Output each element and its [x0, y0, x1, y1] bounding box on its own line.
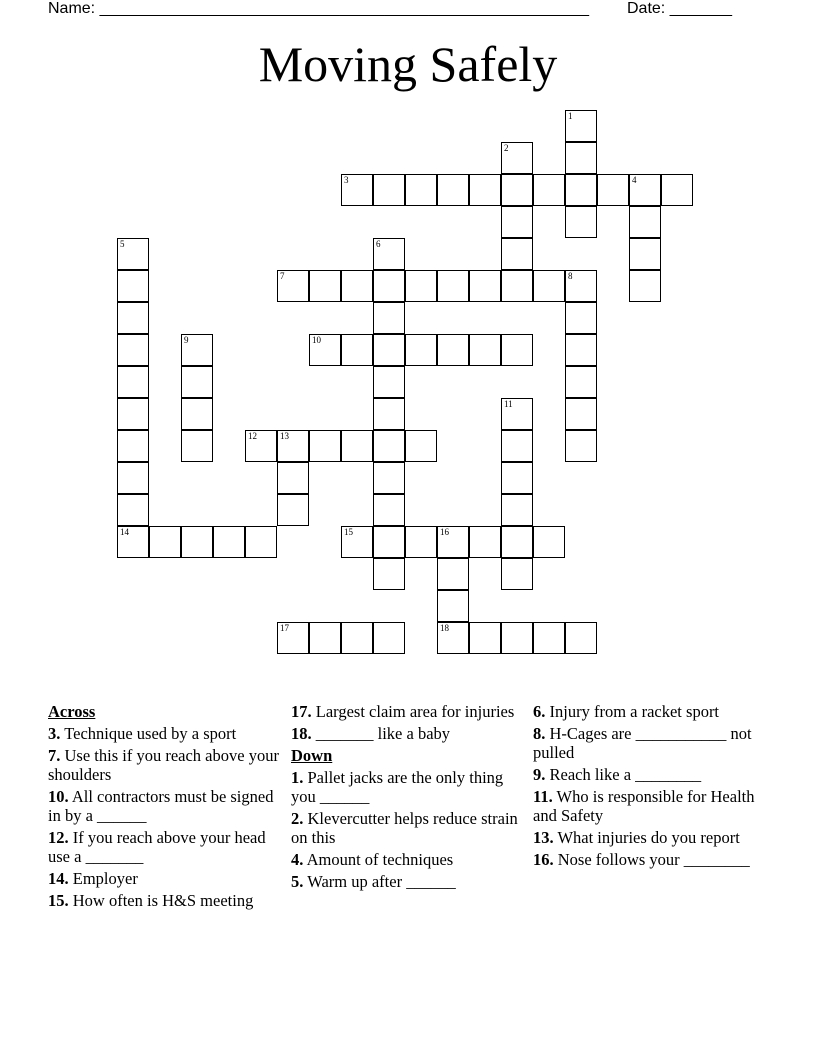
grid-cell[interactable]: [597, 174, 629, 206]
grid-cell[interactable]: [437, 558, 469, 590]
grid-cell[interactable]: [501, 622, 533, 654]
grid-cell[interactable]: [117, 494, 149, 526]
grid-cell[interactable]: [373, 462, 405, 494]
grid-cell[interactable]: [437, 174, 469, 206]
clue-number: 14: [120, 527, 129, 537]
clue-down-16: 16. Nose follows your ________: [533, 850, 750, 869]
grid-cell[interactable]: [341, 430, 373, 462]
grid-cell[interactable]: [437, 334, 469, 366]
grid-cell[interactable]: [341, 526, 373, 558]
grid-cell[interactable]: [405, 270, 437, 302]
grid-cell[interactable]: [277, 494, 309, 526]
grid-cell[interactable]: [277, 430, 309, 462]
grid-cell[interactable]: [341, 174, 373, 206]
clues-column-1: [48, 702, 280, 913]
clue-number: 12: [248, 431, 257, 441]
grid-cell[interactable]: [565, 174, 597, 206]
name-field[interactable]: Name: _______________________________________________________: [48, 0, 589, 17]
grid-cell[interactable]: [629, 174, 661, 206]
grid-cell[interactable]: [405, 526, 437, 558]
clue-across-7: 7. Use this if you reach above your shoulders: [48, 746, 279, 784]
grid-cell[interactable]: [501, 206, 533, 238]
grid-cell[interactable]: [501, 270, 533, 302]
grid-cell[interactable]: [309, 430, 341, 462]
clue-number: 17: [280, 623, 289, 633]
grid-cell[interactable]: [501, 174, 533, 206]
grid-cell[interactable]: [501, 430, 533, 462]
grid-cell[interactable]: [405, 174, 437, 206]
clue-number: 8: [568, 271, 573, 281]
clue-number: 9: [184, 335, 189, 345]
clue-number: 4: [632, 175, 637, 185]
grid-cell[interactable]: [117, 526, 149, 558]
page-title: Moving Safely: [258, 36, 558, 92]
grid-cell[interactable]: [437, 270, 469, 302]
grid-cell[interactable]: [469, 526, 501, 558]
grid-cell[interactable]: [245, 526, 277, 558]
clue-across-17: 17. Largest claim area for injuries: [291, 702, 515, 721]
grid-cell[interactable]: [373, 494, 405, 526]
grid-cell[interactable]: [117, 334, 149, 366]
grid-cell[interactable]: [501, 558, 533, 590]
clue-number: 5: [120, 239, 125, 249]
clue-down-8: 8. H-Cages are ___________ not pulled: [533, 724, 752, 762]
grid-cell[interactable]: [277, 462, 309, 494]
grid-cell[interactable]: [565, 206, 597, 238]
grid-cell[interactable]: [501, 494, 533, 526]
grid-cell[interactable]: [501, 398, 533, 430]
grid-cell[interactable]: [245, 430, 277, 462]
grid-cell[interactable]: [629, 238, 661, 270]
grid-cell[interactable]: [181, 366, 213, 398]
grid-cell[interactable]: [565, 110, 597, 142]
clue-number: 15: [344, 527, 353, 537]
grid-cell[interactable]: [533, 174, 565, 206]
grid-cell[interactable]: [469, 334, 501, 366]
grid-cell[interactable]: [341, 622, 373, 654]
grid-cell[interactable]: [117, 270, 149, 302]
clue-number: 11: [504, 399, 513, 409]
clue-down-11: 11. Who is responsible for Health and Safety: [533, 787, 755, 825]
clue-number: 3: [344, 175, 349, 185]
grid-cell[interactable]: [277, 622, 309, 654]
grid-cell[interactable]: [341, 334, 373, 366]
grid-cell[interactable]: [373, 334, 405, 366]
date-field[interactable]: Date: _______: [627, 0, 732, 17]
grid-cell[interactable]: [565, 622, 597, 654]
clue-across-18: 18. _______ like a baby: [291, 724, 451, 743]
clue-down-4: 4. Amount of techniques: [291, 850, 454, 869]
grid-cell[interactable]: [501, 238, 533, 270]
down-heading: Down: [291, 746, 333, 765]
grid-cell[interactable]: [341, 270, 373, 302]
grid-cell[interactable]: [405, 430, 437, 462]
grid-cell[interactable]: [501, 334, 533, 366]
clues-column-3: [533, 702, 765, 872]
grid-cell[interactable]: [117, 366, 149, 398]
clue-across-10: 10. All contractors must be signed in by a ______: [48, 787, 274, 825]
grid-cell[interactable]: [117, 430, 149, 462]
clue-down-5: 5. Warm up after ______: [291, 872, 456, 891]
clue-number: 1: [568, 111, 573, 121]
grid-cell[interactable]: [373, 558, 405, 590]
grid-cell[interactable]: [565, 334, 597, 366]
clue-number: 16: [440, 527, 449, 537]
grid-cell[interactable]: [149, 526, 181, 558]
grid-cell[interactable]: [309, 334, 341, 366]
grid-cell[interactable]: [565, 398, 597, 430]
grid-cell[interactable]: [437, 590, 469, 622]
grid-cell[interactable]: [181, 526, 213, 558]
grid-cell[interactable]: [565, 430, 597, 462]
grid-cell[interactable]: [437, 622, 469, 654]
grid-cell[interactable]: [181, 430, 213, 462]
clue-number: 2: [504, 143, 509, 153]
grid-cell[interactable]: [437, 526, 469, 558]
grid-cell[interactable]: [661, 174, 693, 206]
grid-cell[interactable]: [117, 302, 149, 334]
grid-cell[interactable]: [309, 622, 341, 654]
grid-cell[interactable]: [373, 430, 405, 462]
clue-across-12: 12. If you reach above your head use a _______: [48, 828, 266, 866]
grid-cell[interactable]: [565, 270, 597, 302]
grid-cell[interactable]: [213, 526, 245, 558]
clue-number: 18: [440, 623, 449, 633]
grid-cell[interactable]: [309, 270, 341, 302]
grid-cell[interactable]: [565, 366, 597, 398]
grid-cell[interactable]: [181, 398, 213, 430]
clue-number: 10: [312, 335, 321, 345]
grid-cell[interactable]: [373, 366, 405, 398]
grid-cell[interactable]: [373, 622, 405, 654]
clue-down-2: 2. Klevercutter helps reduce strain on this: [291, 809, 518, 847]
grid-cell[interactable]: [629, 270, 661, 302]
grid-cell[interactable]: [533, 270, 565, 302]
clue-across-14: 14. Employer: [48, 869, 138, 888]
grid-cell[interactable]: [373, 302, 405, 334]
clue-number: 7: [280, 271, 285, 281]
grid-cell[interactable]: [501, 142, 533, 174]
grid-cell[interactable]: [469, 174, 501, 206]
across-heading: Across: [48, 702, 96, 721]
clue-across-15: 15. How often is H&S meeting: [48, 891, 254, 910]
grid-cell[interactable]: [533, 526, 565, 558]
grid-cell[interactable]: [533, 622, 565, 654]
grid-cell[interactable]: [565, 302, 597, 334]
clue-down-1: 1. Pallet jacks are the only thing you ______: [291, 768, 504, 806]
grid-cell[interactable]: [117, 462, 149, 494]
grid-cell[interactable]: [117, 398, 149, 430]
grid-cell[interactable]: [629, 206, 661, 238]
clue-number: 6: [376, 239, 381, 249]
grid-cell[interactable]: [373, 238, 405, 270]
clue-down-13: 13. What injuries do you report: [533, 828, 740, 847]
clue-number: 13: [280, 431, 289, 441]
clue-down-6: 6. Injury from a racket sport: [533, 702, 720, 721]
clues-column-2: [291, 702, 523, 894]
grid-cell[interactable]: [373, 398, 405, 430]
grid-cell[interactable]: [565, 142, 597, 174]
grid-cell[interactable]: [117, 238, 149, 270]
grid-cell[interactable]: [469, 622, 501, 654]
grid-cell[interactable]: [373, 526, 405, 558]
grid-cell[interactable]: [469, 270, 501, 302]
grid-cell[interactable]: [277, 270, 309, 302]
grid-cell[interactable]: [373, 270, 405, 302]
clue-across-3: 3. Technique used by a sport: [48, 724, 237, 743]
grid-cell[interactable]: [373, 174, 405, 206]
grid-cell[interactable]: [405, 334, 437, 366]
grid-cell[interactable]: [181, 334, 213, 366]
grid-cell[interactable]: [501, 526, 533, 558]
clue-down-9: 9. Reach like a ________: [533, 765, 702, 784]
grid-cell[interactable]: [501, 462, 533, 494]
